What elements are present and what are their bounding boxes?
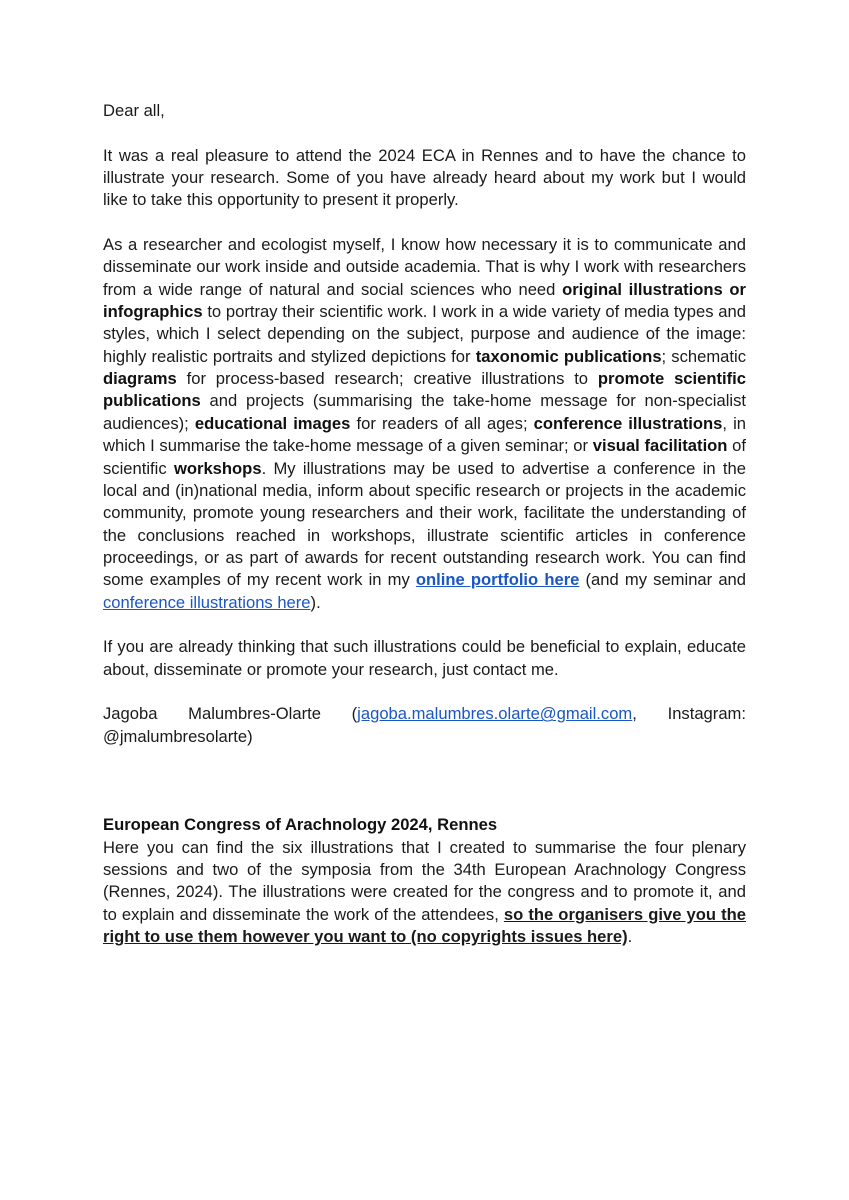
eca-section xyxy=(103,814,746,948)
section-text: Here you can find the six illustrations that I created to summarise the four plenary sessions and two of the symposia from the 34th European Arachnology Congress (Rennes, 2024). The illustrations were created for the congress and to promote it, and to explain and disseminate the work of the attendees, xyxy=(103,837,746,924)
signature-name: Jagoba Malumbres-Olarte ( xyxy=(103,704,358,724)
signature-instagram: , Instagram: @jmalumbresolarte) xyxy=(103,704,746,746)
greeting: Dear all, xyxy=(103,101,165,120)
services-paragraph xyxy=(103,234,746,614)
text: ; schematic xyxy=(661,346,747,366)
text: ). xyxy=(310,592,321,612)
section-heading: European Congress of Arachnology 2024, Rennes xyxy=(103,815,498,835)
bold-text: conference illustrations xyxy=(533,413,723,433)
signature xyxy=(103,703,746,748)
bold-text: workshops xyxy=(173,458,262,478)
text: . xyxy=(627,927,633,947)
email-link[interactable]: jagoba.malumbres.olarte@gmail.com xyxy=(357,704,633,724)
bold-text: original illustrations or infographics xyxy=(103,279,746,322)
conference-illustrations-link[interactable]: conference illustrations here xyxy=(103,592,311,612)
bold-text: promote scientific publications xyxy=(103,369,747,411)
text: , in which I summarise the take-home message of a given seminar; or xyxy=(103,413,746,456)
text: of scientific xyxy=(103,436,746,478)
text: and projects (summarising the take-home message for non-specialist audiences); xyxy=(103,391,746,433)
contact-paragraph: If you are already thinking that such illustrations could be beneficial to explain, educate about, disseminate or promote your research, just contact me. xyxy=(103,637,746,679)
text: for readers of all ages; xyxy=(350,413,534,433)
text: As a researcher and ecologist myself, I know how necessary it is to communicate and disseminate our work inside and outside academia. That is why I work with researchers from a wide range of natural and social sciences who need xyxy=(103,235,746,299)
bold-text: visual facilitation xyxy=(592,436,728,456)
copyright-note: so the organisers give you the right to use them however you want to (no copyrights issues here) xyxy=(103,904,746,947)
bold-text: educational images xyxy=(194,413,351,433)
bold-text: taxonomic publications xyxy=(475,346,662,366)
letter-page xyxy=(103,100,746,948)
text: . My illustrations may be used to advertise a conference in the local and (in)national media, inform about specific research or projects in the academic community, promote young researchers and their work, facilitate the understanding of the conclusions reached in workshops, illustrate scientific articles in conference proceedings, or as part of awards for recent outstanding research work. You can find some examples of my recent work in my xyxy=(103,458,746,590)
online-portfolio-link[interactable]: online portfolio here xyxy=(415,570,580,590)
intro-paragraph: It was a real pleasure to attend the 2024 ECA in Rennes and to have the chance to illustrate your research. Some of you have already heard about my work but I would like to take this opportunity to present it properly. xyxy=(103,145,746,210)
text: (and my seminar and xyxy=(579,570,747,590)
spacer xyxy=(103,770,746,814)
text: for process-based research; creative illustrations to xyxy=(176,369,598,389)
bold-text: diagrams xyxy=(103,369,177,389)
text: to portray their scientific work. I work in a wide variety of media types and styles, which I select depending on the subject, purpose and audience of the image: highly realistic portraits and stylized depictions for xyxy=(103,302,746,366)
